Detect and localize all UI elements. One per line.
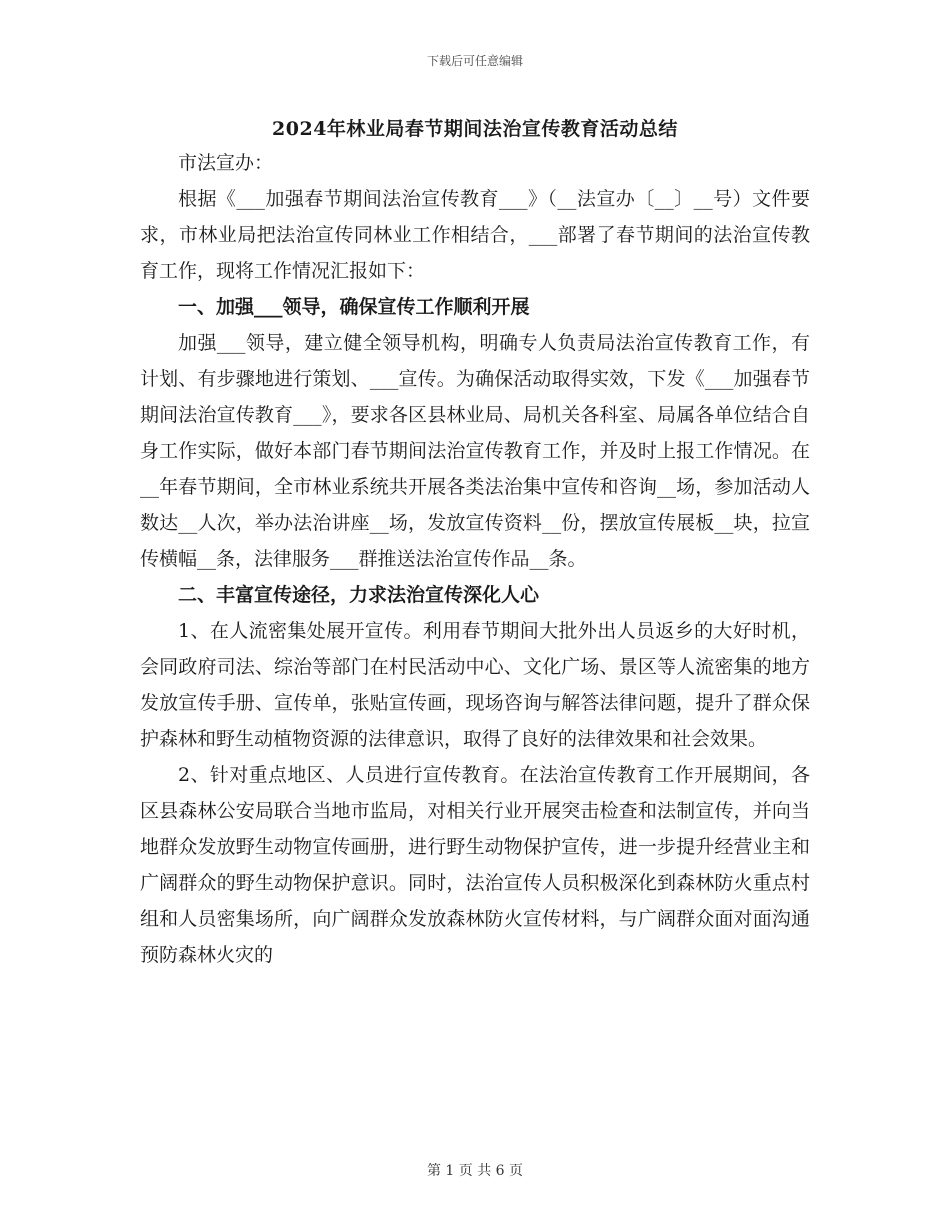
document-title: 2024年林业局春节期间法治宣传教育活动总结 <box>272 118 678 140</box>
page-header-note: 下载后可任意编辑 <box>426 54 523 68</box>
section-2-paragraph-2: 2、针对重点地区、人员进行宣传教育。在法治宣传教育工作开展期间，各区县森林公安局联合当地市监局，对相关行业开展突击检查和法制宣传，并向当地群众发放野生动物宣传画册，进行野生动物保护宣传，进一步提升经营业主和广阔群众的野生动物保护意识。同时，法治宣传人员积极深化到森林防火重点村组和人员密集场所，向广阔群众发放森林防火宣传材料，与广阔群众面对面沟通预防森林火灾的 <box>140 764 810 966</box>
salutation: 市法宣办： <box>178 152 274 174</box>
section-1-heading: 一、加强___领导，确保宣传工作顺利开展 <box>178 296 530 318</box>
section-2-paragraph-1: 1、在人流密集处展开宣传。利用春节期间大批外出人员返乡的大好时机，会同政府司法、综治等部门在村民活动中心、文化广场、景区等人流密集的地方发放宣传手册、宣传单，张贴宣传画，现场咨询与解答法律问题，提升了群众保护森林和野生动植物资源的法律意识，取得了良好的法律效果和社会效果。 <box>140 620 810 750</box>
document-body <box>140 145 810 973</box>
intro-paragraph: 根据《___加强春节期间法治宣传教育___》（__法宣办〔__〕__号）文件要求，市林业局把法治宣传同林业工作相结合，___部署了春节期间的法治宣传教育工作，现将工作情况汇报如下： <box>140 188 810 282</box>
section-2-heading: 二、丰富宣传途径，力求法治宣传深化人心 <box>178 584 540 606</box>
page-number: 第 1 页 共 6 页 <box>426 1163 524 1179</box>
section-1-paragraph: 加强___领导，建立健全领导机构，明确专人负责局法治宣传教育工作，有计划、有步骤地进行策划、___宣传。为确保活动取得实效，下发《___加强春节期间法治宣传教育___》，要求各区县林业局、局机关各科室、局属各单位结合自身工作实际，做好本部门春节期间法治宣传教育工作，并及时上报工作情况。在__年春节期间，全市林业系统共开展各类法治集中宣传和咨询__场，参加活动人数达__人次，举办法治讲座__场，发放宣传资料__份，摆放宣传展板__块，拉宣传横幅__条，法律服务___群推送法治宣传作品__条。 <box>140 332 810 570</box>
